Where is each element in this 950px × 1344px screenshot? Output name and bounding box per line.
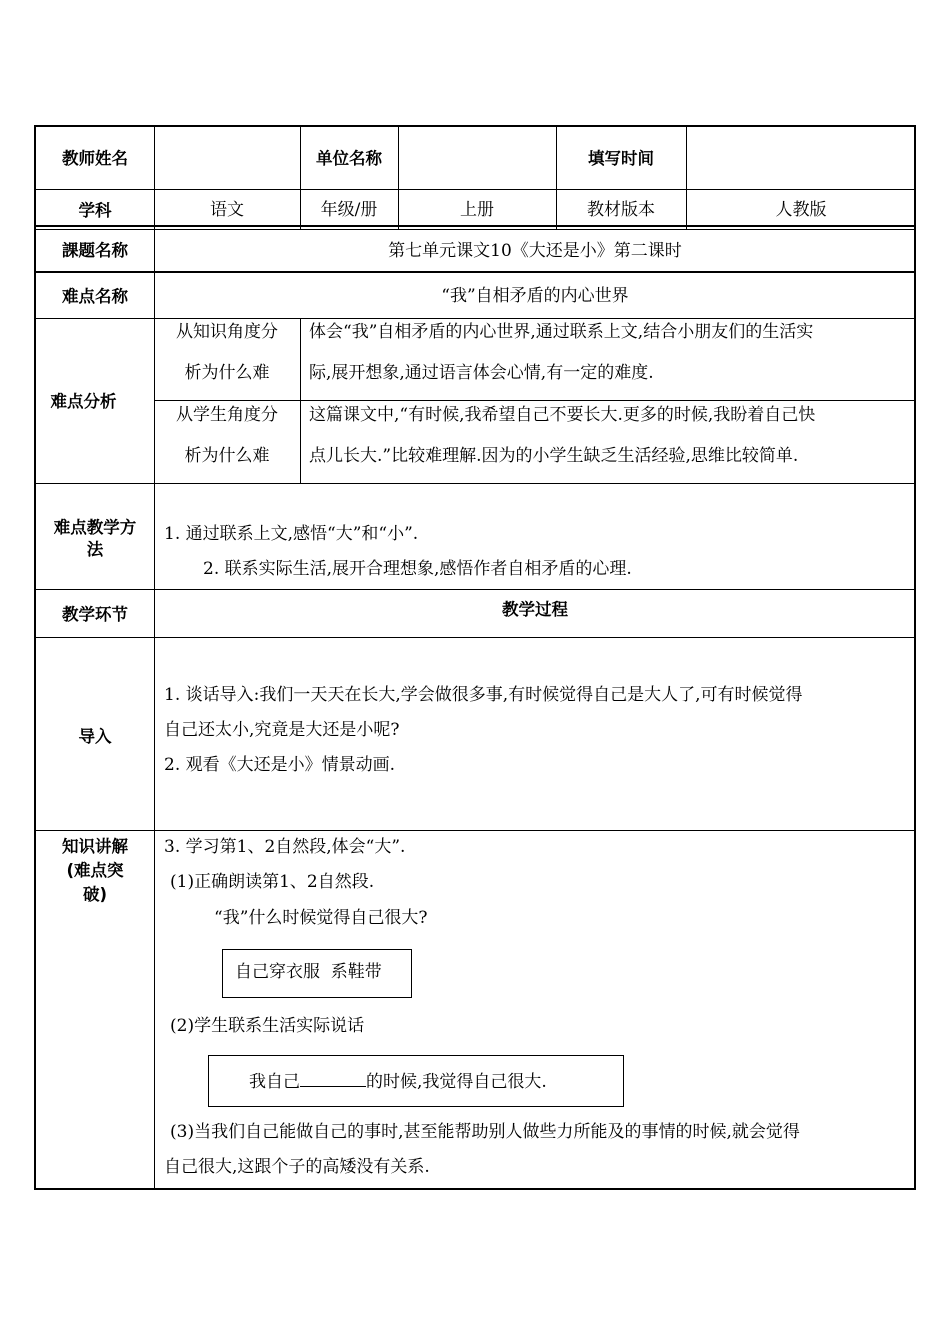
topic-value: 第七单元课文10《大还是小》第二课时 xyxy=(388,241,682,261)
teacher-name-label: 教师姓名 xyxy=(62,149,128,168)
knowledge-label-line: 破) xyxy=(82,885,108,904)
fill-in-blank xyxy=(300,1068,366,1087)
knowledge-angle-label-line: 析为什么难 xyxy=(184,363,270,383)
knowledge-angle-line: 际,展开想象,通过语言体会心情,有一定的难度. xyxy=(309,363,654,383)
sub-step-2-text: (2)学生联系生活实际说话 xyxy=(170,1016,365,1036)
teaching-process-label: 教学过程 xyxy=(502,600,568,619)
knowledge-label xyxy=(36,835,154,907)
method-label xyxy=(36,517,154,561)
row-divider xyxy=(36,229,916,230)
lesson-plan-table xyxy=(34,125,916,1190)
subject-value: 语文 xyxy=(210,200,244,220)
sub-step-3-line: (3)当我们自己能做自己的事时,甚至能帮助别人做些力所能及的事情的时候,就会觉得 xyxy=(170,1122,800,1142)
intro-label: 导入 xyxy=(78,727,112,746)
sub-step-3-line: 自己很大,这跟个子的高矮没有关系. xyxy=(164,1157,430,1177)
knowledge-angle-label xyxy=(154,315,300,391)
difficulty-value: “我”自相矛盾的内心世界 xyxy=(441,286,629,306)
intro-line: 2. 观看《大还是小》情景动画. xyxy=(164,755,396,775)
edition-label: 教材版本 xyxy=(587,200,655,220)
question-text: “我”什么时候觉得自己很大? xyxy=(214,908,428,928)
row-divider xyxy=(36,637,916,638)
knowledge-angle-line: 体会“我”自相矛盾的内心世界,通过联系上文,结合小朋友们的生活实 xyxy=(309,322,814,342)
row-divider xyxy=(36,271,916,273)
difficulty-label: 难点名称 xyxy=(62,287,128,306)
method-item-2: 2. 联系实际生活,展开合理想象,感悟作者自相矛盾的心理. xyxy=(203,559,632,579)
row-divider xyxy=(36,189,916,190)
row-divider xyxy=(36,589,916,590)
unit-name-label: 单位名称 xyxy=(316,149,382,168)
grade-value: 上册 xyxy=(460,200,494,220)
step-3-text: 3. 学习第1、2自然段,体会“大”. xyxy=(164,837,406,857)
sentence-frame-prefix: 我自己 xyxy=(249,1072,300,1092)
answer-box xyxy=(222,949,412,998)
subject-label: 学科 xyxy=(78,201,112,220)
knowledge-label-line: 知识讲解 xyxy=(62,837,128,856)
student-angle-label-line: 从学生角度分 xyxy=(176,405,278,425)
knowledge-label-line: (难点突 xyxy=(66,861,124,880)
sentence-frame xyxy=(249,1068,619,1092)
student-angle-label-line: 析为什么难 xyxy=(184,446,270,466)
sentence-frame-suffix: 的时候,我觉得自己很大. xyxy=(366,1072,547,1092)
sentence-frame-box xyxy=(208,1055,624,1107)
row-divider xyxy=(36,483,916,484)
method-label-line: 法 xyxy=(86,540,104,559)
knowledge-angle-label-line: 从知识角度分 xyxy=(176,322,278,342)
answer-box-text: 自己穿衣服 系鞋带 xyxy=(235,962,382,982)
grade-label: 年级/册 xyxy=(320,200,378,220)
student-angle-line: 这篇课文中,“有时候,我希望自己不要长大.更多的时候,我盼着自己快 xyxy=(309,405,816,425)
edition-value: 人教版 xyxy=(775,200,827,220)
intro-line: 1. 谈话导入:我们一天天在长大,学会做很多事,有时候觉得自己是大人了,可有时候觉得 xyxy=(164,685,803,705)
student-angle-text xyxy=(309,398,914,474)
method-label-line: 难点教学方 xyxy=(53,518,137,537)
intro-text xyxy=(164,678,914,783)
row-divider xyxy=(36,225,916,227)
sub-step-1-text: (1)正确朗读第1、2自然段. xyxy=(170,872,375,892)
student-angle-label xyxy=(154,398,300,474)
column-divider xyxy=(300,318,301,483)
row-divider xyxy=(36,830,916,831)
sub-step-3-text xyxy=(164,1115,915,1185)
student-angle-line: 点儿长大.”比较难理解.因为的小学生缺乏生活经验,思维比较简单. xyxy=(309,446,799,466)
method-item-1: 1. 通过联系上文,感悟“大”和“小”. xyxy=(164,524,419,544)
intro-line: 自己还太小,究竟是大还是小呢? xyxy=(164,720,400,740)
analysis-label: 难点分析 xyxy=(50,392,117,411)
fill-time-label: 填写时间 xyxy=(588,149,654,168)
topic-label: 課题名称 xyxy=(62,241,128,260)
knowledge-angle-text xyxy=(309,315,914,391)
teaching-stage-label: 教学环节 xyxy=(62,605,128,624)
